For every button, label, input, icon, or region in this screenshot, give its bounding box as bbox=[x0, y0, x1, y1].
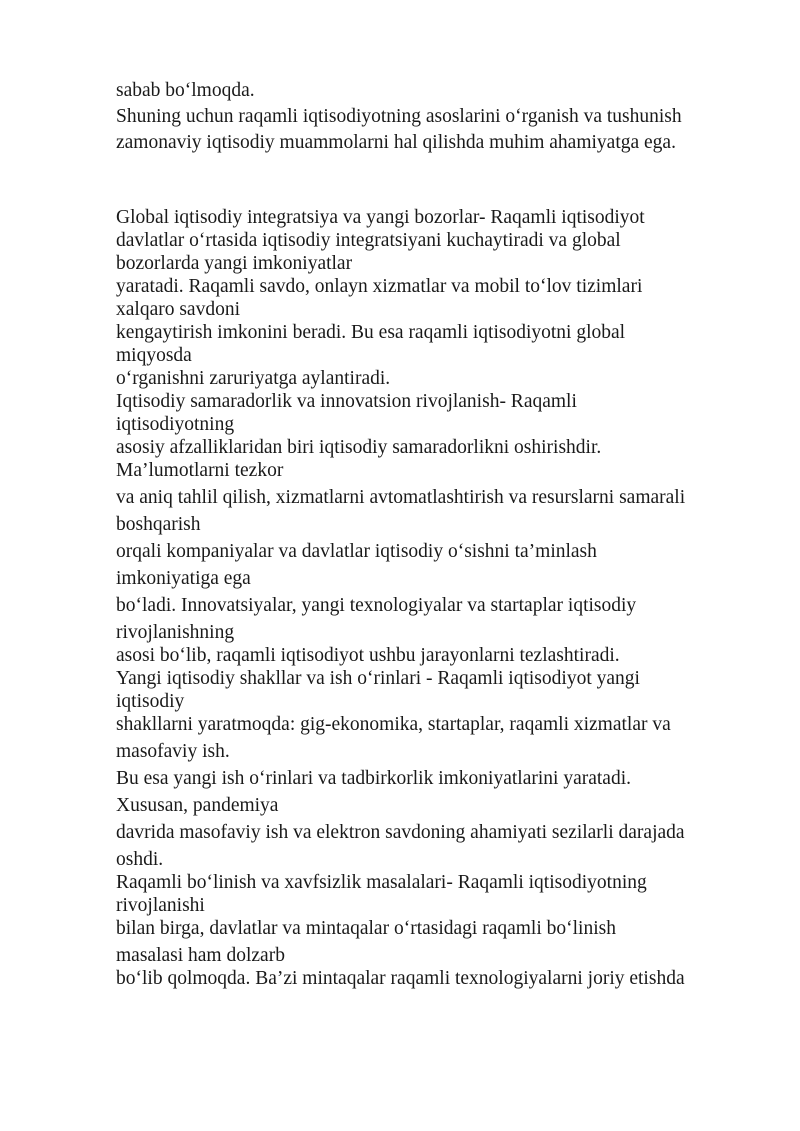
text-line: Shuning uchun raqamli iqtisodiyotning asoslarini o‘rganish va tushunish bbox=[116, 106, 682, 127]
text-line: Global iqtisodiy integratsiya va yangi bozorlar- Raqamli iqtisodiyot bbox=[116, 207, 645, 228]
text-line: davlatlar o‘rtasida iqtisodiy integratsiyani kuchaytiradi va global bbox=[116, 230, 621, 251]
text-line: rivojlanishning bbox=[116, 622, 235, 643]
text-line: miqyosda bbox=[116, 345, 192, 366]
text-line: bo‘ladi. Innovatsiyalar, yangi texnologiyalar va startaplar iqtisodiy bbox=[116, 595, 637, 616]
text-line: asosiy afzalliklaridan biri iqtisodiy samaradorlikni oshirishdir. bbox=[116, 437, 602, 458]
text-line: bo‘lib qolmoqda. Ba’zi mintaqalar raqamli texnologiyalarni joriy etishda bbox=[116, 968, 685, 989]
text-line: Iqtisodiy samaradorlik va innovatsion rivojlanish- Raqamli bbox=[116, 391, 577, 412]
text-line: boshqarish bbox=[116, 514, 201, 535]
text-line: Yangi iqtisodiy shakllar va ish o‘rinlari - Raqamli iqtisodiyot yangi bbox=[116, 668, 640, 689]
text-line: zamonaviy iqtisodiy muammolarni hal qilishda muhim ahamiyatga ega. bbox=[116, 132, 676, 153]
text-line: Xususan, pandemiya bbox=[116, 795, 279, 816]
text-line: va aniq tahlil qilish, xizmatlarni avtomatlashtirish va resurslarni samarali bbox=[116, 487, 686, 508]
text-line: iqtisodiy bbox=[116, 691, 185, 712]
text-line: imkoniyatiga ega bbox=[116, 568, 251, 589]
text-line: shakllarni yaratmoqda: gig-ekonomika, startaplar, raqamli xizmatlar va bbox=[116, 714, 671, 735]
text-line: bilan birga, davlatlar va mintaqalar o‘rtasidagi raqamli bo‘linish bbox=[116, 918, 616, 939]
text-line: masalasi ham dolzarb bbox=[116, 945, 285, 966]
text-line: Bu esa yangi ish o‘rinlari va tadbirkorlik imkoniyatlarini yaratadi. bbox=[116, 768, 631, 789]
text-line: yaratadi. Raqamli savdo, onlayn xizmatlar va mobil to‘lov tizimlari bbox=[116, 276, 643, 297]
text-line: davrida masofaviy ish va elektron savdoning ahamiyati sezilarli darajada bbox=[116, 822, 685, 843]
text-line: o‘rganishni zaruriyatga aylantiradi. bbox=[116, 368, 391, 389]
text-line: xalqaro savdoni bbox=[116, 299, 241, 320]
text-line: Ma’lumotlarni tezkor bbox=[116, 460, 284, 481]
text-line: orqali kompaniyalar va davlatlar iqtisodiy o‘sishni ta’minlash bbox=[116, 541, 597, 562]
text-line: sabab bo‘lmoqda. bbox=[116, 80, 255, 101]
intro-paragraph bbox=[116, 78, 756, 156]
text-line: oshdi. bbox=[116, 849, 164, 870]
text-line: asosi bo‘lib, raqamli iqtisodiyot ushbu jarayonlarni tezlashtiradi. bbox=[116, 645, 620, 666]
text-line: iqtisodiyotning bbox=[116, 414, 235, 435]
text-line: masofaviy ish. bbox=[116, 741, 230, 762]
text-line: rivojlanishi bbox=[116, 895, 205, 916]
body-text bbox=[116, 206, 756, 990]
text-line: Raqamli bo‘linish va xavfsizlik masalalari- Raqamli iqtisodiyotning bbox=[116, 872, 647, 893]
text-line: bozorlarda yangi imkoniyatlar bbox=[116, 253, 353, 274]
text-line: kengaytirish imkonini beradi. Bu esa raqamli iqtisodiyotni global bbox=[116, 322, 626, 343]
